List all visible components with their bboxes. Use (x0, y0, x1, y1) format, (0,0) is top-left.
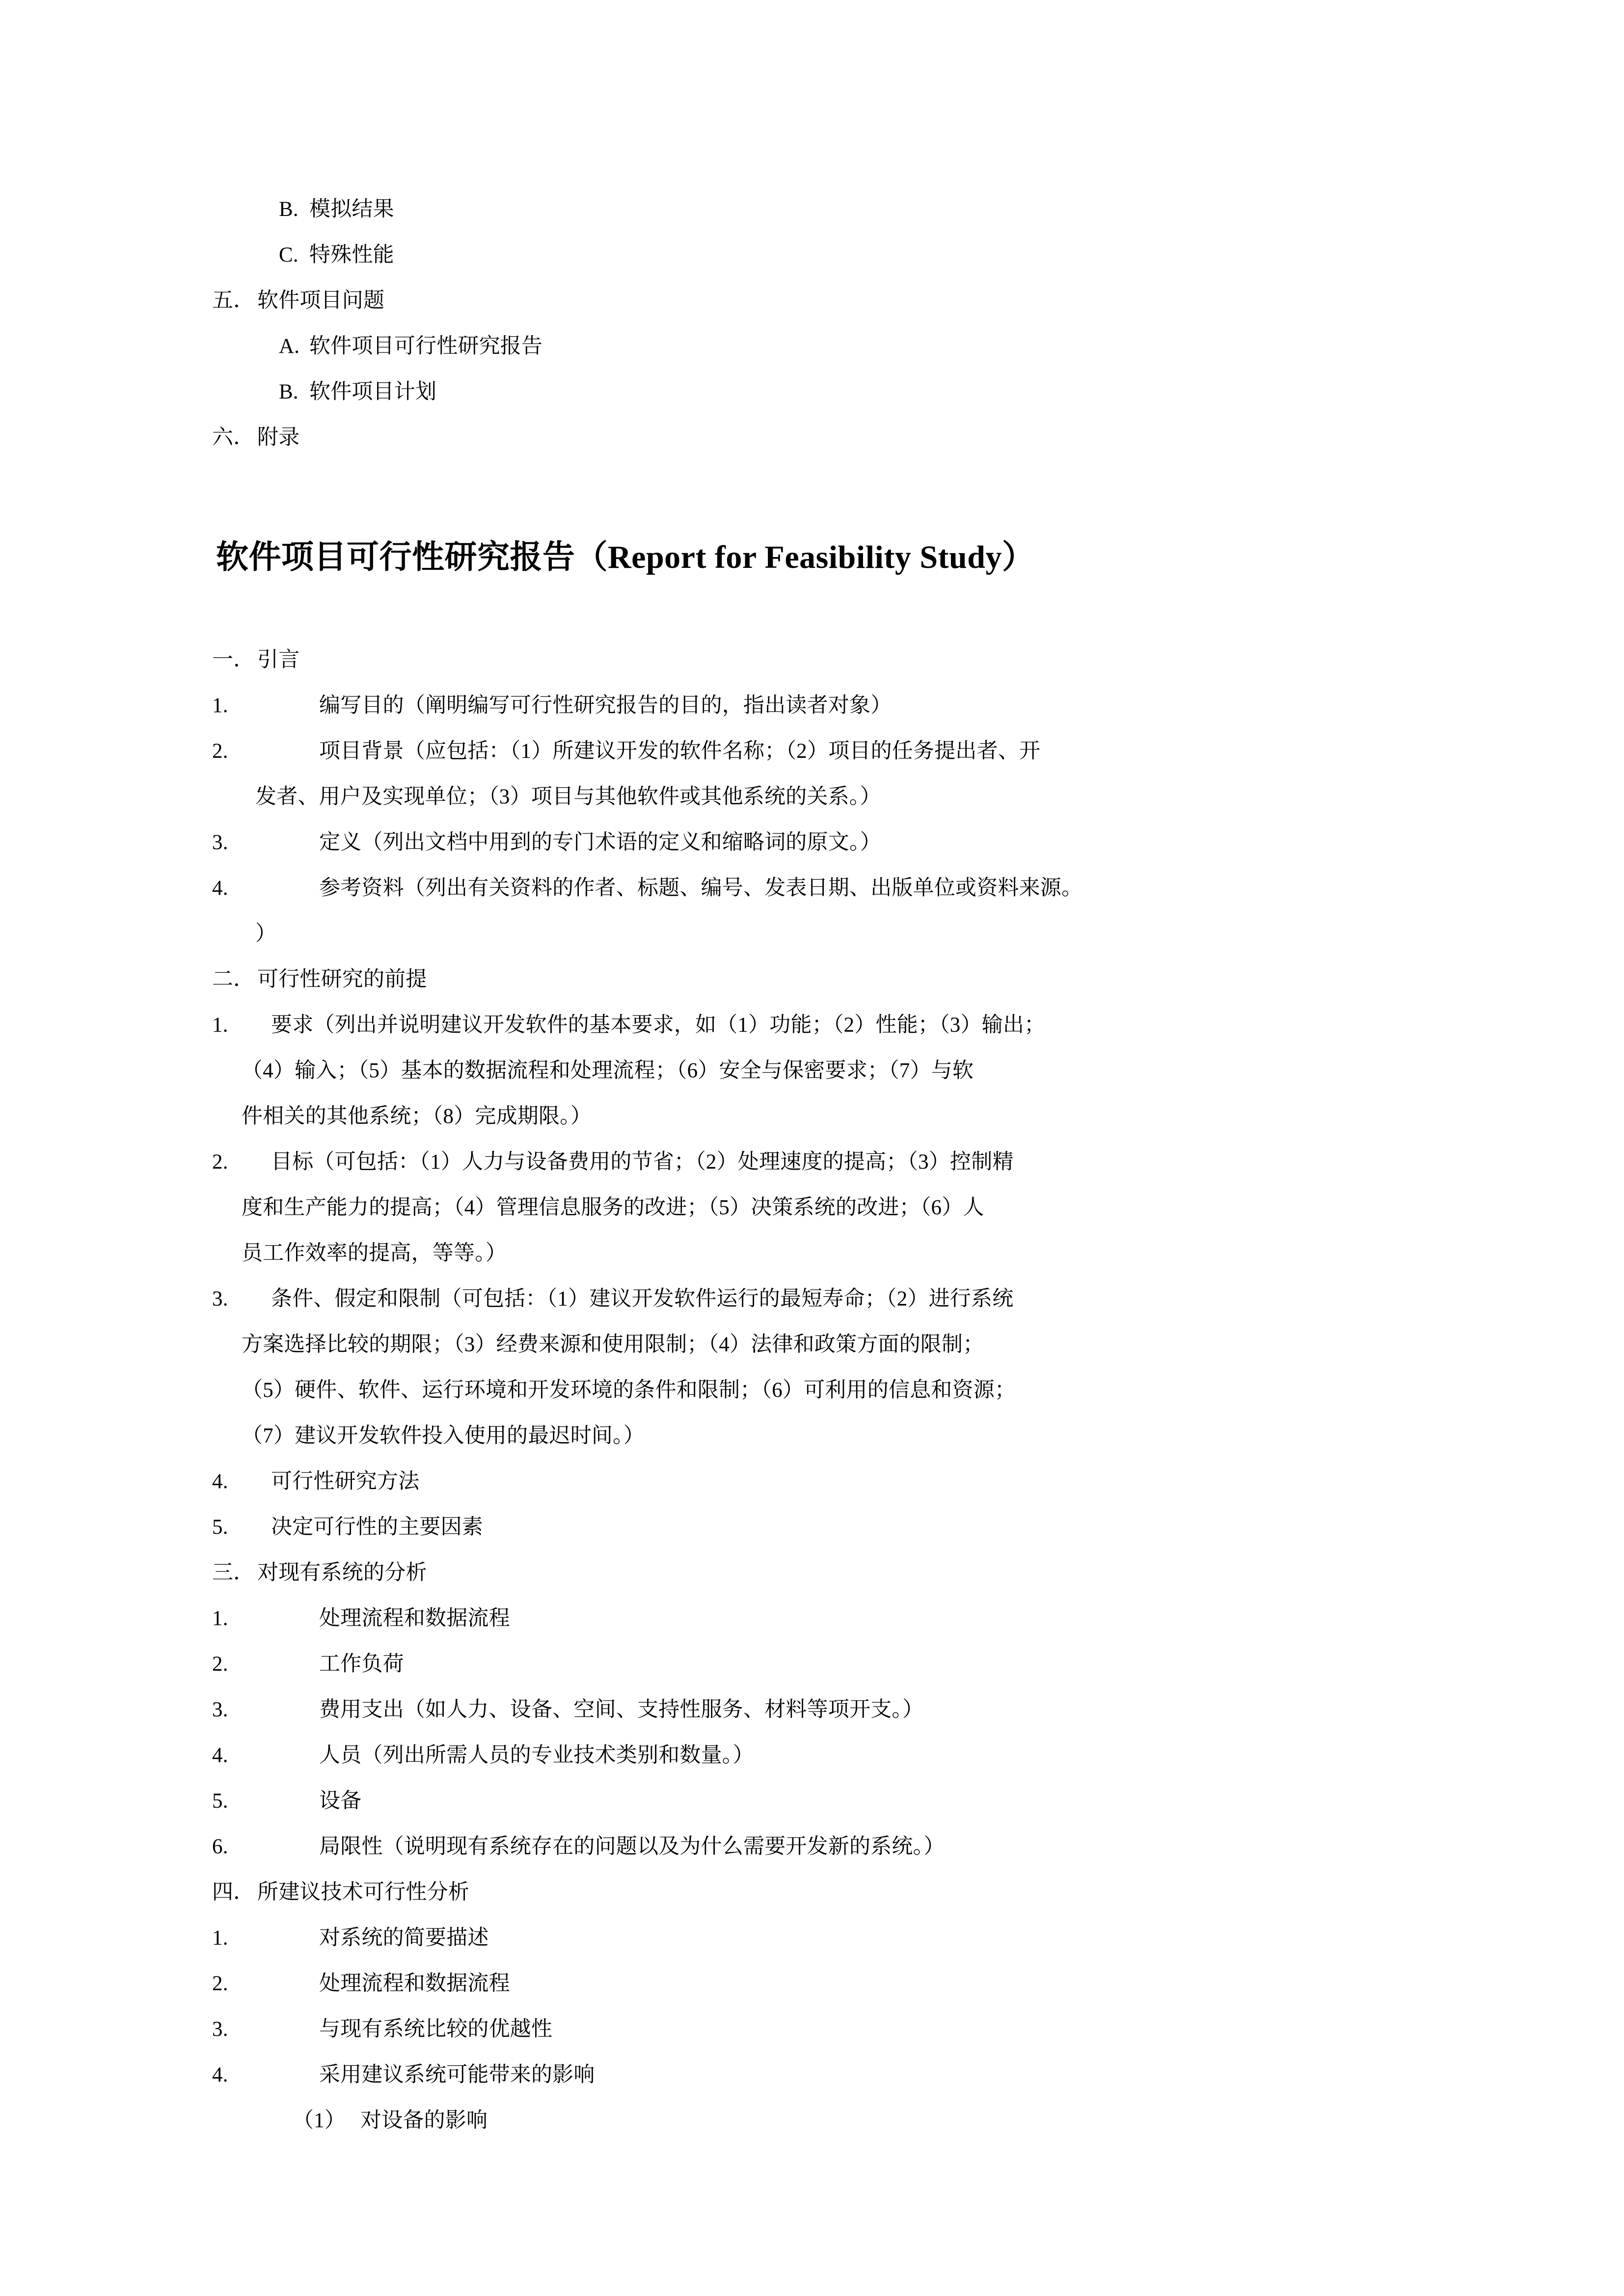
outline-heading-six (212, 415, 1430, 460)
section-one-item-3 (212, 820, 1430, 865)
item-text: 对系统的简要描述 (319, 1926, 489, 1949)
item-text: 费用支出（如人力、设备、空间、支持性服务、材料等项开支。） (319, 1698, 924, 1721)
item-text: 处理流程和数据流程 (319, 1607, 510, 1630)
item-text: 定义（列出文档中用到的专门术语的定义和缩略词的原文。） (319, 831, 881, 854)
item-text: 软件项目计划 (309, 380, 437, 403)
document-body (212, 187, 1430, 2143)
section-one (212, 637, 1430, 957)
item-text: 处理流程和数据流程 (319, 1972, 510, 1995)
section-four-heading (212, 1869, 1430, 1915)
item-marker: 4. (212, 1470, 228, 1493)
section-one-item-2 (212, 728, 1430, 774)
section-four (212, 1869, 1430, 2143)
page-title: 软件项目可行性研究报告（Report for Feasibility Study） (216, 539, 1035, 575)
section-title: 对现有系统的分析 (257, 1561, 427, 1584)
subitem-marker: （1） (293, 2109, 346, 2132)
section-two-item-2-cont-2: 员工作效率的提高，等等。） (242, 1242, 507, 1265)
section-one-item-4-cont: ） (255, 922, 277, 945)
section-two-item-3-cont-1: 方案选择比较的期限；（3）经费来源和使用限制；（4）法律和政策方面的限制； (242, 1333, 984, 1356)
page-title-block (216, 533, 1430, 582)
section-two-heading (212, 957, 1430, 1002)
section-three-heading (212, 1550, 1430, 1596)
section-three-item-3 (212, 1687, 1430, 1733)
item-text: 编写目的（阐明编写可行性研究报告的目的，指出读者对象） (319, 694, 892, 717)
section-marker: 四． (212, 1881, 255, 1904)
item-marker: 3. (212, 831, 228, 854)
section-two-item-3 (212, 1276, 1430, 1322)
item-text: 条件、假定和限制（可包括：（1）建议开发软件运行的最短寿命；（2）进行系统 (271, 1287, 1014, 1310)
item-text: 项目背景（应包括：（1）所建议开发的软件名称；（2）项目的任务提出者、开 (319, 740, 1041, 763)
item-marker: B. (279, 380, 298, 403)
item-marker: 2. (212, 1972, 228, 1995)
section-two-item-1-cont-1: （4）输入；（5）基本的数据流程和处理流程；（6）安全与保密要求；（7）与软 (242, 1059, 974, 1082)
section-four-item-2 (212, 1961, 1430, 2006)
section-two-item-3-cont-3: （7）建议开发软件投入使用的最迟时间。） (242, 1424, 645, 1447)
item-text: 目标（可包括：（1）人力与设备费用的节省；（2）处理速度的提高；（3）控制精 (271, 1150, 1014, 1174)
item-marker: 1. (212, 1607, 228, 1630)
section-two-item-1-cont-2: 件相关的其他系统；（8）完成期限。） (242, 1105, 592, 1128)
section-title: 可行性研究的前提 (257, 968, 427, 991)
section-two-item-1 (212, 1002, 1430, 1048)
section-two-item-2-cont-1: 度和生产能力的提高；（4）管理信息服务的改进；（5）决策系统的改进；（6）人 (242, 1196, 984, 1219)
item-marker: 4. (212, 877, 228, 900)
outline-heading-five (212, 278, 1430, 323)
section-marker: 五． (212, 289, 255, 312)
item-marker: C. (279, 243, 298, 267)
item-marker: 1. (212, 1926, 228, 1949)
item-text: 与现有系统比较的优越性 (319, 2018, 553, 2041)
section-three (212, 1550, 1430, 1869)
section-four-item-4 (212, 2052, 1430, 2098)
section-title: 引言 (257, 648, 300, 671)
section-marker: 二． (212, 968, 255, 991)
item-marker: 5. (212, 1516, 228, 1539)
section-two-item-2 (212, 1139, 1430, 1185)
section-two-item-5 (212, 1504, 1430, 1550)
section-marker: 一． (212, 648, 255, 671)
section-three-item-6 (212, 1824, 1430, 1869)
item-marker: 3. (212, 2018, 228, 2041)
section-four-subitem-1 (293, 2098, 1430, 2143)
item-text: 人员（列出所需人员的专业技术类别和数量。） (319, 1744, 754, 1767)
item-text: 工作负荷 (319, 1653, 404, 1676)
item-text: 决定可行性的主要因素 (271, 1516, 483, 1539)
item-marker: 2. (212, 740, 228, 763)
item-marker: 2. (212, 1653, 228, 1676)
item-marker: 2. (212, 1150, 228, 1174)
item-text: 采用建议系统可能带来的影响 (319, 2063, 595, 2086)
top-fragment (212, 187, 1430, 460)
item-marker: 1. (212, 1014, 228, 1037)
item-marker: 4. (212, 1744, 228, 1767)
item-marker: 3. (212, 1287, 228, 1310)
section-title: 所建议技术可行性分析 (257, 1881, 469, 1904)
section-two-item-4 (212, 1459, 1430, 1504)
section-title: 附录 (257, 426, 300, 449)
item-text: 模拟结果 (309, 198, 394, 221)
item-marker: 4. (212, 2063, 228, 2086)
item-text: 参考资料（列出有关资料的作者、标题、编号、发表日期、出版单位或资料来源。 (319, 877, 1083, 900)
section-three-item-1 (212, 1596, 1430, 1641)
section-one-item-4 (212, 865, 1430, 911)
section-three-item-2 (212, 1641, 1430, 1687)
section-title: 软件项目问题 (257, 289, 385, 312)
title-spacer (212, 582, 1430, 637)
outline-item-b-simulation (279, 187, 1430, 232)
item-marker: B. (279, 198, 298, 221)
item-marker: 1. (212, 694, 228, 717)
item-text: 可行性研究方法 (271, 1470, 420, 1493)
item-text: 设备 (319, 1789, 362, 1813)
item-marker: 5. (212, 1789, 228, 1813)
item-text: 特殊性能 (309, 243, 394, 267)
section-two-item-3-cont-2: （5）硬件、软件、运行环境和开发环境的条件和限制；（6）可利用的信息和资源； (242, 1379, 1016, 1402)
item-marker: 6. (212, 1835, 228, 1858)
subitem-text: 对设备的影响 (360, 2109, 488, 2132)
section-two (212, 957, 1430, 1550)
section-four-item-3 (212, 2006, 1430, 2052)
section-marker: 三． (212, 1561, 255, 1584)
item-text: 要求（列出并说明建议开发软件的基本要求，如（1）功能；（2）性能；（3）输出； (271, 1014, 1046, 1037)
item-marker: 3. (212, 1698, 228, 1721)
section-one-item-2-cont: 发者、用户及实现单位；（3）项目与其他软件或其他系统的关系。） (255, 785, 881, 808)
item-text: 局限性（说明现有系统存在的问题以及为什么需要开发新的系统。） (319, 1835, 945, 1858)
section-one-item-1 (212, 683, 1430, 728)
outline-item-b-project-plan (279, 369, 1430, 415)
section-three-item-4 (212, 1733, 1430, 1778)
section-four-item-1 (212, 1915, 1430, 1961)
outline-item-a-feasibility-report (279, 323, 1430, 369)
item-text: 软件项目可行性研究报告 (309, 335, 543, 358)
item-marker: A. (279, 335, 300, 358)
outline-item-c-special-performance (279, 232, 1430, 278)
section-three-item-5 (212, 1778, 1430, 1824)
section-marker: 六． (212, 426, 255, 449)
section-one-heading (212, 637, 1430, 683)
